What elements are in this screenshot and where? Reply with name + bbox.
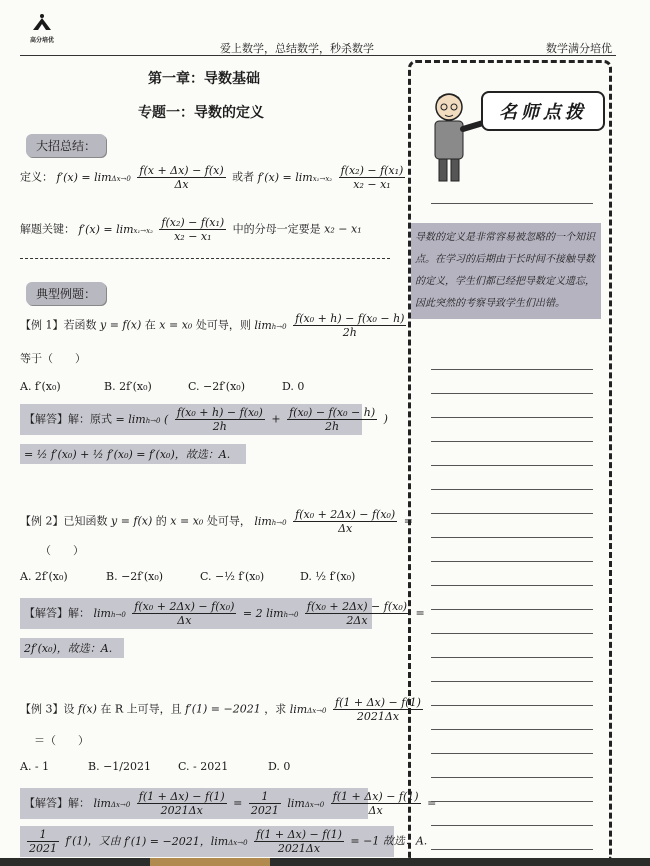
example-2-mid: 的 <box>155 514 167 528</box>
header-slogan: 爱上数学，总结数学，秒杀数学 <box>220 42 374 55</box>
example-1-mid2: 处可导，则 <box>195 318 251 332</box>
ruled-line <box>431 609 593 610</box>
example-2-mid2: 处可导， <box>206 514 251 528</box>
example-2-option-d: D. ½ f′(x₀) <box>300 570 356 583</box>
key-line: 解题关键： f′(x) = limx₁→x₂ $\frac{\text{f(x₂) − f(x₁)}}{\text{x₂ − x₁}}$ 中的分母一定要是 x₂ − x₁ <box>20 216 362 243</box>
summary-pill: 大招总结： <box>26 134 106 157</box>
example-3-answer: 【解答】解： limΔx→0 $\frac{f(1 + \Delta x) - f(1)}{2021\Delta x}$ = $\frac{1}{2021}$ limΔx→0 $\frac{f(1 + \Delta x) - f(1)}{\Delta x}$ = <box>20 788 368 819</box>
chapter-title: 第一章：导数基础 <box>148 71 260 87</box>
example-3-ask: ＝（ ） <box>34 734 89 747</box>
logo-mark-icon <box>31 12 53 34</box>
ruled-line <box>431 753 593 754</box>
ruled-line <box>431 561 593 562</box>
ruled-line <box>431 489 593 490</box>
example-2-answer-line2: 2f′(x₀)，故选：A. <box>20 638 124 658</box>
example-2-option-a: A. 2f′(x₀) <box>20 570 68 583</box>
example-3-question: 【例 3】设 f(x) 在 R 上可导，且 f′(1) = −2021 ，求 limΔx→0 $\frac{f(1 + \Delta x) - f(1)}{2021\Delta x}$ <box>20 696 421 723</box>
key-label: 解题关键： <box>20 222 75 236</box>
tip-sidebar <box>408 60 612 860</box>
example-1-prefix: 【例 1】若函数 <box>20 318 97 332</box>
example-3-answer-line2-a: f′(1)，又由 <box>65 834 121 848</box>
ruled-line <box>431 537 593 538</box>
example-3-option-c: C. - 2021 <box>178 760 229 773</box>
example-3-answer-line2-b: = −1 故选：A. <box>350 834 428 848</box>
example-3-option-d: D. 0 <box>268 760 291 773</box>
example-2-answer: 【解答】解： limh→0 $\frac{\text{f(x₀ + 2Δx) − f(x₀)}}{\Delta x}$ = 2 limh→0 $\frac{\text{f(x₀ + 2Δx) − f(x₀)}}{2\Delta x}$ = <box>20 598 372 629</box>
logo-text: 高分培优 <box>29 37 54 44</box>
header-brand: 数学满分培优 <box>546 42 612 55</box>
example-3-option-b: B. −1/2021 <box>88 760 151 773</box>
ruled-line <box>431 777 593 778</box>
example-2-question: 【例 2】已知函数 y = f(x) 的 x = x₀ 处可导， limh→0 $\frac{\text{f(x₀ + 2Δx) − f(x₀)}}{\Delta x}$ = <box>20 508 413 535</box>
example-3-mid: 在 R 上可导，且 <box>100 702 182 716</box>
example-1-option-b: B. 2f′(x₀) <box>104 380 152 393</box>
ruled-line <box>431 705 593 706</box>
definition-line: 定义： f′(x) = limΔx→0 $\frac{f(x + \Delta x) - f(x)}{\Delta x}$ 或者 f′(x) = limx₁→x₂ $\frac{\text{f(x₂) − f(x₁)}}{\text{x₂ − x₁}}$ <box>20 164 404 191</box>
example-3-answer-line2: $\frac{1}{2021}$ f′(1)，又由 f′(1) = −2021，limΔx→0 $\frac{f(1 + \Delta x) - f(1)}{2021\Delta x}$ = −1 故选：A. <box>20 826 394 857</box>
ruled-line <box>431 369 593 370</box>
example-1-option-d: D. 0 <box>282 380 305 393</box>
ruled-line <box>431 417 593 418</box>
page-header <box>0 0 650 58</box>
example-1-answer-line2: = ½ f′(x₀) + ½ f′(x₀) = f′(x₀)，故选：A. <box>20 444 246 464</box>
example-2-prefix: 【例 2】已知函数 <box>20 514 108 528</box>
tip-badge: 名师点拨 <box>481 91 605 131</box>
example-2-ask: （ ） <box>40 544 84 557</box>
examples-pill: 典型例题： <box>26 282 106 305</box>
example-1-answer: 【解答】解：原式 = limh→0 ( $\frac{\text{f(x₀ + h) − f(x₀)}}{2h}$ + $\frac{\text{f(x₀) − f(x₀ − h)}}{2h}$ ) <box>20 404 362 435</box>
example-3-prefix: 【例 3】设 <box>20 702 75 716</box>
key-suffix: 中的分母一定要是 <box>232 222 321 236</box>
definition-or: 或者 <box>232 170 255 184</box>
ruled-line <box>431 465 593 466</box>
ruled-line <box>431 203 593 204</box>
ruled-line <box>431 681 593 682</box>
header-divider <box>20 55 616 56</box>
ruled-line <box>431 657 593 658</box>
ruled-line <box>431 801 593 802</box>
example-3-answer-prefix: 【解答】解： <box>24 796 90 810</box>
example-1-ask: 等于（ ） <box>20 352 86 365</box>
bottom-bar <box>0 858 650 866</box>
ruled-line <box>431 441 593 442</box>
ruled-line <box>431 849 593 850</box>
bottom-accent <box>150 858 270 866</box>
example-3-mid2: ，求 <box>264 702 287 716</box>
example-2-answer-prefix: 【解答】解： <box>24 606 90 620</box>
example-1-option-c: C. −2f′(x₀) <box>188 380 245 393</box>
example-2-option-c: C. −½ f′(x₀) <box>200 570 265 583</box>
example-1-answer-prefix: 【解答】解：原式 <box>24 412 112 426</box>
example-1-mid: 在 <box>144 318 156 332</box>
ruled-line <box>431 633 593 634</box>
example-2-option-b: B. −2f′(x₀) <box>106 570 164 583</box>
example-3-option-a: A. - 1 <box>20 760 50 773</box>
ruled-line <box>431 513 593 514</box>
ruled-line <box>431 729 593 730</box>
logo <box>24 12 60 50</box>
ruled-line <box>431 825 593 826</box>
topic-title: 专题一：导数的定义 <box>138 105 264 121</box>
definition-label: 定义： <box>20 170 53 184</box>
ruled-line <box>431 585 593 586</box>
tip-text: 导数的定义是非常容易被忽略的一个知识点。在学习的后期由于长时间不接触导数的定义，学生们都已经把导数定义遗忘，因此突然的考察导致学生们出错。 <box>411 223 601 319</box>
section-divider <box>20 258 390 259</box>
example-1-option-a: A. f′(x₀) <box>20 380 61 393</box>
ruled-line <box>431 393 593 394</box>
example-1-question: 【例 1】若函数 y = f(x) 在 x = x₀ 处可导，则 limh→0 $\frac{\text{f(x₀ + h) − f(x₀ − h)}}{2h}$ <box>20 312 405 339</box>
